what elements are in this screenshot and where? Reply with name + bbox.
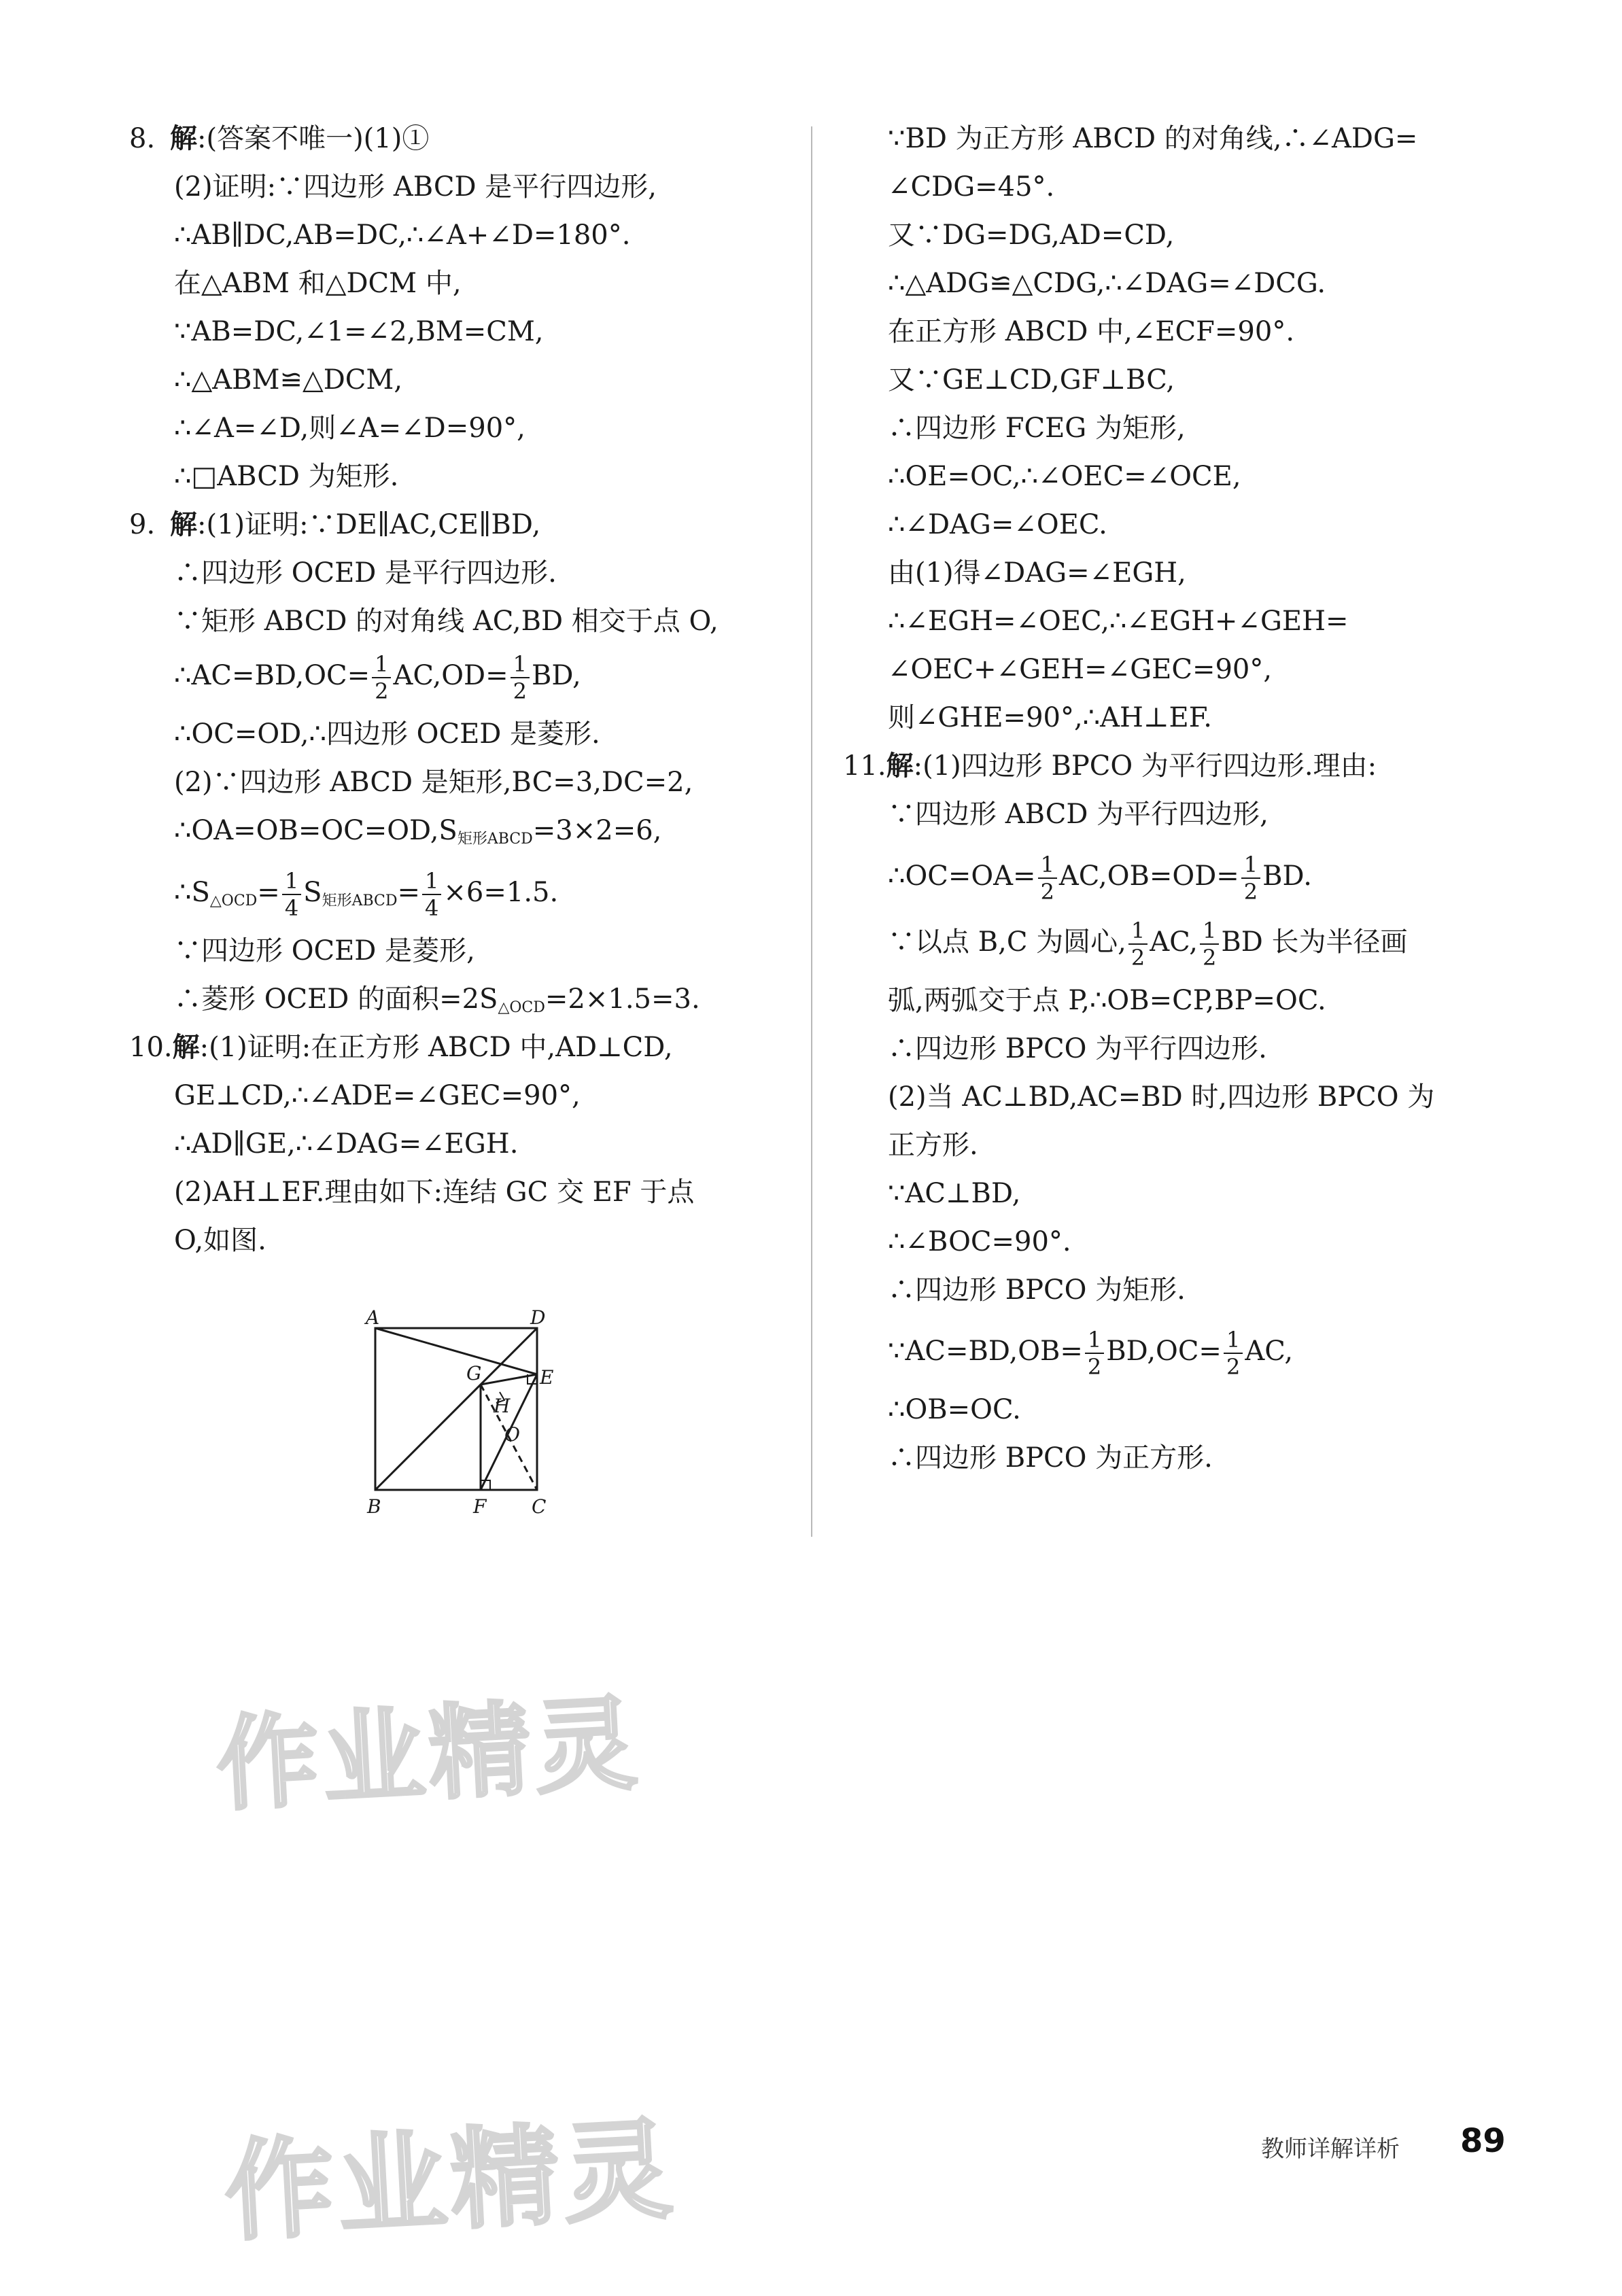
q11-line-1 (843, 748, 1377, 784)
label-g: G (466, 1362, 482, 1385)
numerator: 1 (1038, 854, 1057, 879)
numerator: 1 (1200, 920, 1219, 945)
q11-line-6: ∴四边形 BPCO 为平行四边形. (888, 1033, 1267, 1064)
q10-cont-line-7: ∴四边形 FCEG 为矩形, (888, 413, 1186, 444)
denominator: 2 (1226, 1354, 1241, 1380)
q11-line-9: ∵AC⊥BD, (888, 1178, 1021, 1209)
q11-line-11: ∴四边形 BPCO 为矩形. (888, 1274, 1186, 1306)
denominator: 2 (1040, 879, 1054, 905)
q9-line-9: ∵四边形 OCED 是菱形, (174, 935, 475, 967)
solution-keyword: 解 (170, 509, 197, 540)
q8-line-2: (2)证明:∵四边形 ABCD 是平行四边形, (174, 171, 657, 203)
q11-line-10: ∴∠BOC=90°. (888, 1226, 1071, 1257)
q10-line-2: GE⊥CD,∴∠ADE=∠GEC=90°, (174, 1080, 581, 1111)
q9-line-6: (2)∵四边形 ABCD 是矩形,BC=3,DC=2, (174, 767, 693, 798)
numerator: 1 (282, 870, 301, 895)
fraction-half (1038, 854, 1057, 903)
q11-line-12 (888, 1329, 1293, 1378)
q9-line-2: ∴四边形 OCED 是平行四边形. (174, 557, 557, 589)
q9-line-10 (174, 981, 700, 1026)
q10-cont-line-8: ∴OE=OC,∴∠OEC=∠OCE, (888, 461, 1241, 492)
text: = (397, 877, 421, 908)
q11-line-2: ∵四边形 ABCD 为平行四边形, (888, 799, 1269, 830)
q10-cont-line-1: ∵BD 为正方形 ABCD 的对角线,∴∠ADG= (888, 123, 1418, 154)
q10-line-3: ∴AD∥GE,∴∠DAG=∠EGH. (174, 1128, 519, 1160)
text: ∴AC=BD,OC= (174, 660, 370, 691)
watermark: 作业精灵 (222, 2105, 680, 2257)
q8-line-7: ∴∠A=∠D,则∠A=∠D=90°, (174, 413, 525, 444)
q10-cont-line-4: ∴△ADG≌△CDG,∴∠DAG=∠DCG. (888, 268, 1326, 299)
text: =3×2=6, (532, 815, 662, 846)
q10-cont-line-3: 又∵DG=DG,AD=CD, (888, 220, 1175, 251)
q11-line-5: 弧,两弧交于点 P,∴OB=CP,BP=OC. (888, 985, 1326, 1016)
denominator: 2 (1203, 945, 1217, 971)
numerator: 1 (1085, 1329, 1104, 1354)
text: AC,OB=OD= (1058, 860, 1239, 892)
question-number: 8. (129, 123, 156, 154)
numerator: 1 (1241, 854, 1260, 879)
q11-line-8: 正方形. (888, 1130, 978, 1161)
text: :(1)四边形 BPCO 为平行四边形.理由: (913, 750, 1377, 782)
text: ∴OC=OA= (888, 860, 1036, 892)
denominator: 2 (1243, 879, 1258, 905)
q10-cont-line-11: ∴∠EGH=∠OEC,∴∠EGH+∠GEH= (888, 606, 1349, 637)
q9-line-4 (174, 653, 581, 702)
denominator: 4 (284, 895, 299, 921)
column-divider (811, 126, 812, 1537)
label-a: A (366, 1308, 380, 1329)
solution-keyword: 解 (170, 123, 197, 154)
q8-line-6: ∴△ABM≌△DCM, (174, 364, 403, 396)
subscript: △OCD (209, 892, 258, 909)
q8-line-4: 在△ABM 和△DCM 中, (174, 268, 462, 299)
geometry-figure (362, 1308, 566, 1532)
subscript: △OCD (498, 999, 545, 1016)
text: :(答案不唯一)(1)① (197, 123, 430, 154)
text: =2×1.5=3. (545, 984, 700, 1015)
q10-cont-line-10: 由(1)得∠DAG=∠EGH, (888, 557, 1186, 589)
q11-line-3 (888, 854, 1312, 903)
page-number: 89 (1460, 2122, 1506, 2160)
numerator: 1 (511, 653, 530, 678)
q10-cont-line-5: 在正方形 ABCD 中,∠ECF=90°. (888, 316, 1295, 347)
denominator: 2 (1087, 1354, 1102, 1380)
text: ×6=1.5. (443, 877, 559, 908)
text: :(1)证明:∵DE∥AC,CE∥BD, (197, 509, 541, 540)
q10-line-4: (2)AH⊥EF.理由如下:连结 GC 交 EF 于点 (174, 1177, 695, 1208)
q10-cont-line-9: ∴∠DAG=∠OEC. (888, 509, 1107, 540)
q8-line-8: ∴□ABCD 为矩形. (174, 461, 399, 492)
label-b: B (367, 1495, 381, 1518)
q10-line-5: O,如图. (174, 1225, 266, 1256)
numerator: 1 (422, 870, 441, 895)
fraction-half (372, 653, 391, 702)
q10-cont-line-13: 则∠GHE=90°,∴AH⊥EF. (888, 702, 1212, 733)
q10-cont-line-12: ∠OEC+∠GEH=∠GEC=90°, (888, 654, 1273, 685)
question-number: 11. (843, 750, 886, 782)
fraction-quarter (282, 870, 301, 919)
text: BD 长为半径画 (1221, 926, 1408, 958)
fraction-half (1128, 920, 1148, 969)
text: ∵以点 B,C 为圆心, (888, 926, 1126, 958)
q9-line-5: ∴OC=OD,∴四边形 OCED 是菱形. (174, 718, 600, 750)
numerator: 1 (372, 653, 391, 678)
question-number: 9. (129, 509, 156, 540)
text: = (257, 877, 280, 908)
q9-line-3: ∵矩形 ABCD 的对角线 AC,BD 相交于点 O, (174, 606, 719, 637)
q9-line-7 (174, 813, 661, 857)
fraction-half (1085, 1329, 1104, 1378)
numerator: 1 (1128, 920, 1148, 945)
fraction-half (511, 653, 530, 702)
q9-line-1 (129, 507, 540, 542)
q10-cont-line-2: ∠CDG=45°. (888, 171, 1055, 203)
numerator: 1 (1224, 1329, 1243, 1354)
diagonal-bd (375, 1328, 537, 1490)
solution-keyword: 解 (886, 750, 914, 782)
text: ∴S (174, 877, 210, 908)
label-f: F (473, 1495, 487, 1518)
text: ∵AC=BD,OB= (888, 1336, 1083, 1367)
q11-line-14: ∴四边形 BPCO 为正方形. (888, 1442, 1213, 1474)
text: BD. (1262, 860, 1312, 892)
fraction-quarter (422, 870, 441, 919)
subscript: 矩形ABCD (457, 831, 533, 848)
denominator: 2 (1131, 945, 1145, 971)
fraction-half (1241, 854, 1260, 903)
text: ∴菱形 OCED 的面积=2S (174, 984, 498, 1015)
label-h: H (494, 1395, 511, 1417)
q11-line-4 (888, 920, 1408, 969)
label-c: C (532, 1495, 547, 1518)
label-o: O (504, 1423, 520, 1446)
denominator: 2 (375, 678, 389, 704)
q10-line-1 (129, 1030, 673, 1065)
label-e: E (540, 1366, 554, 1389)
q8-line-3: ∴AB∥DC,AB=DC,∴∠A+∠D=180°. (174, 220, 631, 251)
text: ∴OA=OB=OC=OD,S (174, 815, 458, 846)
question-number: 10. (129, 1032, 173, 1063)
text: AC,OD= (393, 660, 508, 691)
denominator: 4 (425, 895, 439, 921)
q11-line-13: ∴OB=OC. (888, 1394, 1021, 1425)
text: BD, (532, 660, 581, 691)
subscript: 矩形ABCD (322, 892, 398, 909)
q10-cont-line-6: 又∵GE⊥CD,GF⊥BC, (888, 364, 1175, 396)
text: :(1)证明:在正方形 ABCD 中,AD⊥CD, (199, 1032, 673, 1063)
footer-label: 教师详解详析 (1261, 2136, 1400, 2163)
q8-line-5: ∵AB=DC,∠1=∠2,BM=CM, (174, 316, 544, 347)
q8-line-1 (129, 121, 429, 156)
text: AC, (1150, 926, 1198, 958)
watermark: 作业精灵 (213, 1684, 644, 1826)
fraction-half (1224, 1329, 1243, 1378)
label-d: D (530, 1308, 546, 1329)
solution-keyword: 解 (172, 1032, 200, 1063)
text: S (303, 877, 322, 908)
text: AC, (1245, 1336, 1294, 1367)
q9-line-8 (174, 870, 558, 919)
text: BD,OC= (1106, 1336, 1222, 1367)
fraction-half (1200, 920, 1219, 969)
denominator: 2 (513, 678, 528, 704)
q11-line-7: (2)当 AC⊥BD,AC=BD 时,四边形 BPCO 为 (888, 1081, 1435, 1113)
